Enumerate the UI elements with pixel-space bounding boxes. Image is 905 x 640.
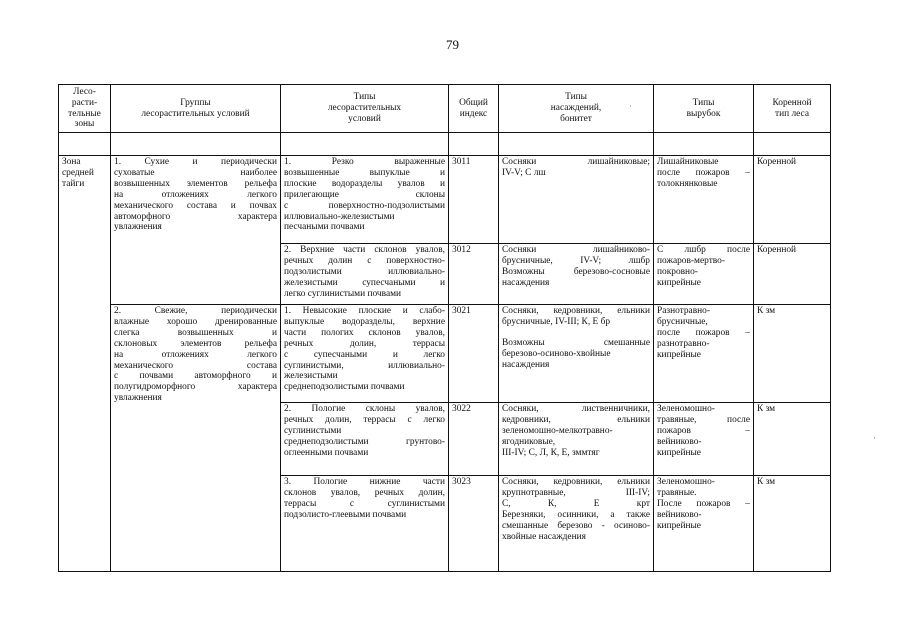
text-line: с поверхностно-подзолистыми (284, 200, 445, 211)
text-line: влажные хорошо дренированные (114, 316, 277, 327)
text-line: Зеленомошно- (657, 404, 715, 414)
text-line: на отложениях легкого (114, 349, 277, 360)
stand-cell (499, 476, 654, 572)
text-line: расти- (71, 97, 98, 108)
text-line: вейниково- (657, 436, 702, 447)
text-line: пожаров-мертво- (657, 255, 725, 266)
text-line: среднеподзолистыми грунтово- (284, 436, 445, 447)
text-line: зоны (74, 119, 95, 130)
text-line: подзолисто-глеевыми почвами (284, 509, 407, 520)
table-row (59, 156, 831, 244)
text-line: Березняки, осинники, а также (502, 509, 650, 520)
text-line: суглинистыми (284, 425, 342, 436)
header-types (281, 85, 449, 133)
zone-cell (59, 156, 111, 572)
text-line: Лесо- (73, 86, 96, 97)
forest-type-cell: Коренной (754, 244, 831, 305)
header-index (449, 85, 499, 133)
text-line: Сосняки лишайниковые; (502, 157, 650, 167)
text-line: с супесчаными и легко (284, 349, 445, 360)
type-cell (281, 305, 449, 403)
text-line: кипрейные (657, 520, 701, 531)
spacer-cell (281, 133, 449, 156)
felling-cell (654, 244, 754, 305)
text-line: брусничные, IV-III; К, Е бр (502, 316, 611, 327)
text-line: легко суглинистыми почвами (284, 288, 402, 299)
header-forest-type (754, 85, 831, 133)
text-line: Зона (62, 157, 81, 167)
stand-cell (499, 156, 654, 244)
text-line: суглинистыми, иллювиально- (284, 360, 445, 371)
forest-types-table (58, 84, 831, 572)
text-line: кедровники, ельники (502, 414, 650, 425)
felling-cell (654, 156, 754, 244)
type-cell (281, 476, 449, 572)
text-line: брусничные, (657, 316, 708, 327)
text-line: механического состава и почвах (114, 200, 277, 211)
text-line: вейниково- (657, 509, 702, 520)
text-line: склоновых элементов рельефа (114, 338, 277, 349)
header-zone (59, 85, 111, 133)
text-line: Типы (565, 92, 587, 103)
text-line: ягодниковые, (502, 436, 556, 447)
text-line: Возможны березово-сосновые (502, 266, 650, 277)
text-line: 1. Резко выраженные (284, 157, 445, 167)
text-line: иллювиально-железистыми (284, 211, 395, 222)
text-line: вырубок (686, 108, 721, 119)
text-line: речных долин, террасы (284, 338, 445, 349)
text-line: железистыми супесчаными и (284, 277, 445, 288)
text-line: толокнянковые (657, 178, 718, 189)
header-fellings (654, 85, 754, 133)
text-line: кипрейные (657, 349, 701, 360)
text-line: Типы (353, 92, 376, 103)
table-header-row (59, 85, 831, 133)
text-line: речных долин, террасы с легко (284, 414, 445, 425)
text-line: бонитет (560, 113, 592, 124)
text-line: тайги (62, 178, 85, 189)
index-cell: 3011 (449, 156, 499, 244)
text-line: тип леса (775, 108, 809, 119)
text-line: 2. Свежие, периодически (114, 306, 277, 316)
group-cell (111, 305, 281, 572)
stand-cell (499, 244, 654, 305)
forest-type-cell: Коренной (754, 156, 831, 244)
text-line: Типы (692, 97, 715, 108)
text-line: Сосняки, кедровники, ельники (502, 477, 650, 487)
text-line: кипрейные (657, 447, 701, 458)
text-line: 1. Сухие и периодически (114, 157, 277, 167)
spacer-cell (449, 133, 499, 156)
text-line: после пожаров – (657, 167, 750, 178)
text-line: IV-V; С лш (502, 167, 546, 178)
text-line: подзолистыми иллювиально- (284, 266, 445, 277)
spacer-cell (59, 133, 111, 156)
text-line: хвойные насаждения (502, 531, 586, 542)
text-line: тельные (68, 108, 101, 119)
text-line: части пологих склонов увалов, (284, 327, 445, 338)
text-line: автоморфного характера (114, 211, 277, 222)
text-line: с почвами автоморфного и (114, 371, 277, 382)
text-line: насаждения (502, 359, 550, 370)
text-line: травяные. (657, 487, 697, 498)
type-cell (281, 244, 449, 305)
text-line: после пожаров – (657, 327, 750, 338)
text-line: травяные, после (657, 414, 750, 425)
text-line: брусничные, IV-V; лшбр (502, 255, 650, 266)
text-line: смешанные березово - осиново- (502, 520, 650, 531)
page-number: 79 (446, 37, 459, 52)
text-line: индекс (459, 108, 488, 119)
text-line: склонов увалов, речных долин, (284, 487, 445, 498)
text-line: 3. Пологие нижние части (284, 477, 445, 487)
text-line: прилегающие склоны (284, 189, 445, 200)
index-cell: 3012 (449, 244, 499, 305)
text-line: Общий (459, 97, 488, 108)
spacer-cell (499, 133, 654, 156)
text-line: песчаными почвами (284, 222, 365, 233)
text-line: Возможны смешанные (502, 337, 650, 348)
text-line: возвышенные выпуклые и (284, 167, 445, 178)
text-line: насаждений, (550, 103, 602, 114)
text-line: разнотравно- (657, 338, 710, 349)
text-line: средней (62, 167, 94, 178)
text-line: возвышенных элементов рельефа (114, 178, 277, 189)
text-line: Коренной (772, 97, 812, 108)
forest-type-cell: К зм (754, 476, 831, 572)
text-line: лесорастительных условий (141, 108, 250, 119)
text-line: речных долин с поверхностно- (284, 255, 445, 266)
text-line: Сосняки, кедровники, ельники (502, 306, 650, 316)
felling-cell (654, 403, 754, 476)
text-line: насаждения (502, 277, 550, 288)
text-line: полугидроморфного характера (114, 382, 277, 393)
text-line: механического состава (114, 360, 277, 371)
text-line: Группы (180, 97, 211, 108)
spacer-cell (111, 133, 281, 156)
text-line: С лшбр после (657, 245, 750, 255)
scan-speck: · (873, 433, 876, 443)
text-line: 2. Пологие склоны увалов, (284, 404, 445, 414)
text-line: Разнотравно- (657, 306, 710, 316)
index-cell: 3023 (449, 476, 499, 572)
text-line: лесорастительных (327, 103, 402, 114)
index-cell: 3021 (449, 305, 499, 403)
text-line: березово-осиново-хвойные (502, 348, 611, 359)
text-line: увлажнения (114, 393, 162, 404)
text-line: кипрейные (657, 277, 701, 288)
text-line: террасы с суглинистыми (284, 498, 445, 509)
text-line: III-IV; С, Л, К, Е, зммтяг (502, 447, 600, 458)
text-line: плоские водоразделы увалов и (284, 178, 445, 189)
text-line: увлажнения (114, 222, 162, 233)
table-row (59, 305, 831, 403)
stand-cell (499, 305, 654, 403)
scan-speck: · (629, 101, 632, 111)
text-line: 2. Верхние части склонов увалов, (284, 245, 445, 255)
spacer-row (59, 133, 831, 156)
text-line: оглеенными почвами (284, 447, 369, 458)
forest-type-cell: К зм (754, 305, 831, 403)
text-line: Зеленомошно- (657, 477, 715, 487)
header-groups (111, 85, 281, 133)
spacer-cell (754, 133, 831, 156)
text-line: суховатые наиболее (114, 167, 277, 178)
forest-type-cell: К зм (754, 403, 831, 476)
text-line: слегка возвышенных и (114, 327, 277, 338)
type-cell (281, 403, 449, 476)
spacer-cell (654, 133, 754, 156)
text-line: 1. Невысокие плоские и слабо- (284, 306, 445, 316)
text-line: Сосняки, лиственничники, (502, 404, 650, 414)
index-cell: 3022 (449, 403, 499, 476)
text-line: После пожаров – (657, 498, 750, 509)
text-line: покровно- (657, 266, 698, 277)
text-line: на отложениях легкого (114, 189, 277, 200)
type-cell (281, 156, 449, 244)
text-line: С, К, Е крт (502, 498, 650, 509)
text-line: Сосняки лишайниково- (502, 245, 650, 255)
stand-cell (499, 403, 654, 476)
text-line: Лишайниковые (657, 157, 719, 167)
text-line: пожаров – (657, 425, 750, 436)
text-line: зеленомошно-мелкотравно- (502, 425, 613, 436)
text-line: условий (348, 113, 381, 124)
text-line: железистыми (284, 371, 338, 382)
text-line: среднеподзолистыми почвами (284, 382, 405, 393)
felling-cell (654, 476, 754, 572)
text-line: выпуклые водоразделы, верхние (284, 316, 445, 327)
text-line: крупнотравные, III-IV; (502, 487, 650, 498)
felling-cell (654, 305, 754, 403)
group-cell (111, 156, 281, 305)
